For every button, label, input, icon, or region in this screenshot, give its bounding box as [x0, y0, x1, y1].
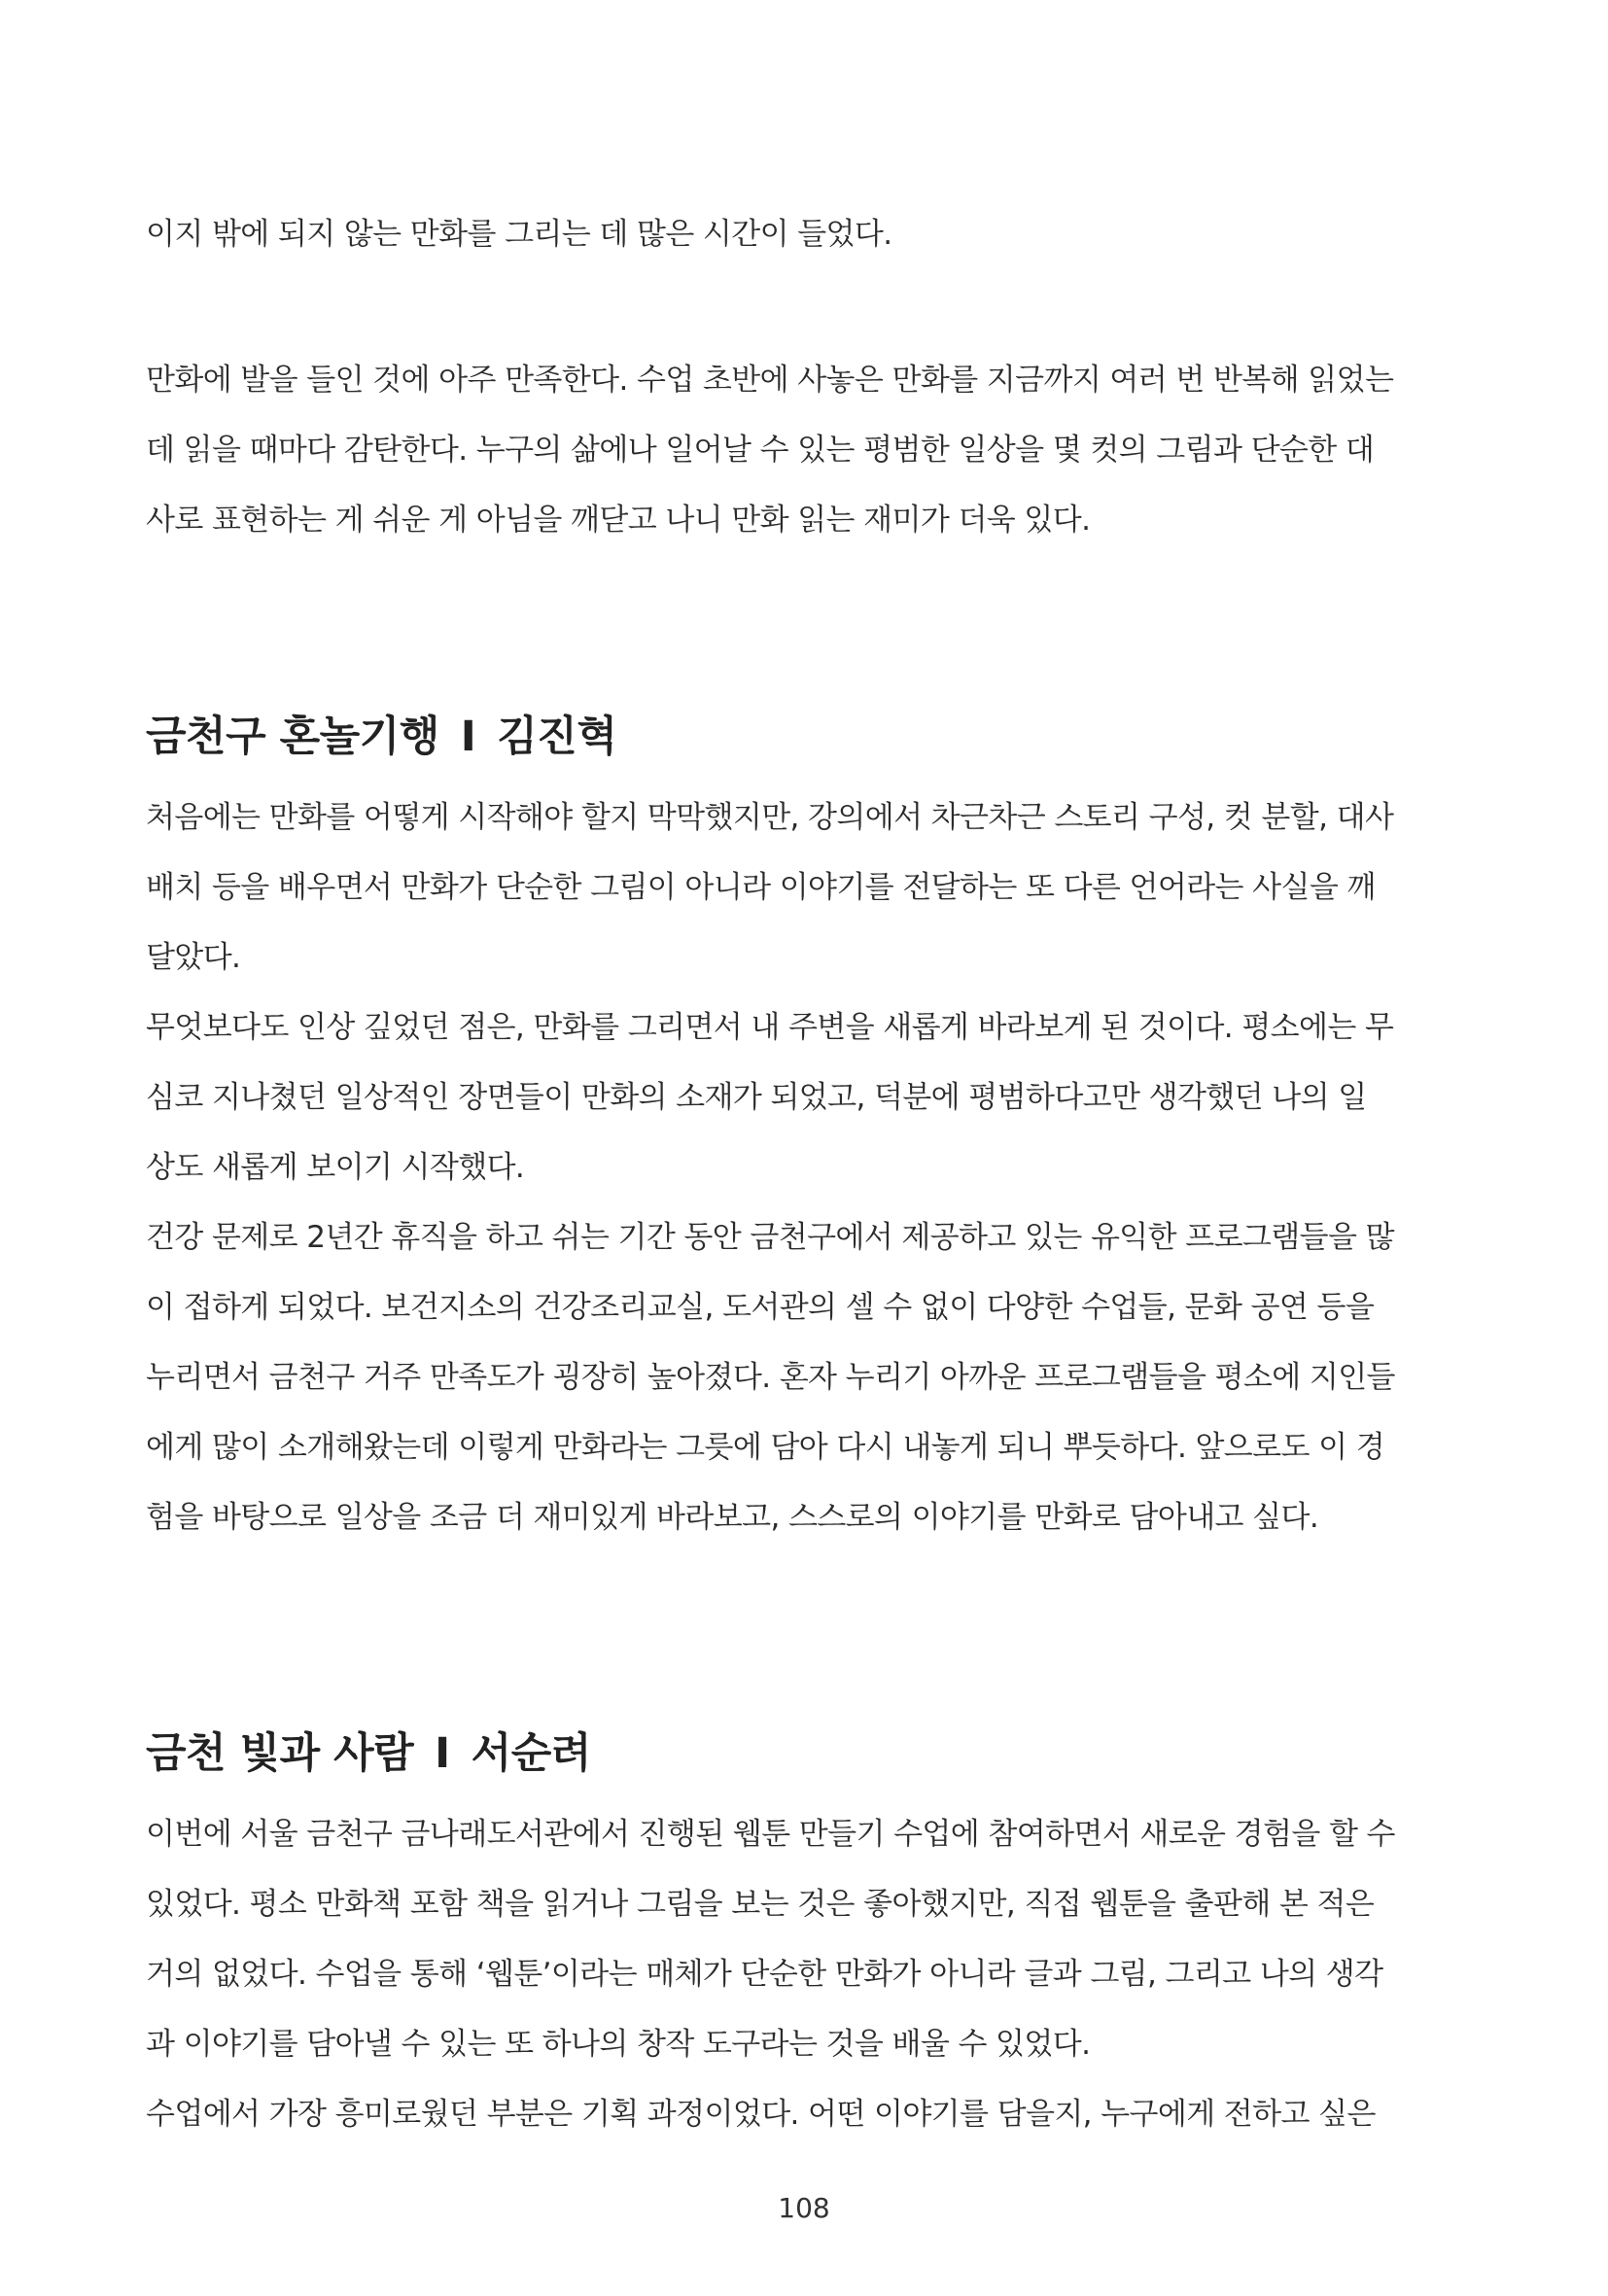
heading-separator: I [435, 1729, 450, 1778]
text-line: 이번에 서울 금천구 금나래도서관에서 진행된 웹툰 만들기 수업에 참여하면서 새로운 경험을 할 수 [146, 1817, 1395, 1852]
text-line: 상도 새롭게 보이기 시작했다. [146, 1150, 525, 1185]
section-author: 김진혁 [497, 713, 617, 761]
section-heading-1 [146, 710, 616, 764]
text-line: 만화에 발을 들인 것에 아주 만족한다. 수업 초반에 사놓은 만화를 지금까지 여러 번 반복해 읽었는 [146, 363, 1394, 398]
section-author: 서순려 [471, 1729, 591, 1778]
intro-paragraph-2 [146, 345, 1468, 555]
text-line: 에게 많이 소개해왔는데 이렇게 만화라는 그릇에 담아 다시 내놓게 되니 뿌듯하다. 앞으로도 이 경 [146, 1430, 1385, 1465]
text-line: 심코 지나쳤던 일상적인 장면들이 만화의 소재가 되었고, 덕분에 평범하다고만 생각했던 나의 일 [146, 1080, 1367, 1115]
section-title: 금천 빛과 사람 [146, 1729, 414, 1778]
section-title: 금천구 혼놀기행 [146, 713, 439, 761]
text-line: 있었다. 평소 만화책 포함 책을 읽거나 그림을 보는 것은 좋아했지만, 직접 웹툰을 출판해 본 적은 [146, 1887, 1375, 1922]
page-number: 108 [778, 2192, 830, 2224]
heading-separator: I [460, 713, 476, 761]
text-line: 누리면서 금천구 거주 만족도가 굉장히 높아졌다. 혼자 누리기 아까운 프로그램들을 평소에 지인들 [146, 1360, 1395, 1395]
text-line: 이 접하게 되었다. 보건지소의 건강조리교실, 도서관의 셀 수 없이 다양한 수업들, 문화 공연 등을 [146, 1290, 1375, 1325]
text-line: 수업에서 가장 흥미로웠던 부분은 기획 과정이었다. 어떤 이야기를 담을지, 누구에게 전하고 싶은 [146, 2097, 1376, 2132]
text-line: 사로 표현하는 게 쉬운 게 아님을 깨닫고 나니 만화 읽는 재미가 더욱 있다. [146, 503, 1091, 538]
intro-paragraph-1 [146, 199, 1468, 269]
text-line: 건강 문제로 2년간 휴직을 하고 쉬는 기간 동안 금천구에서 제공하고 있는 유익한 프로그램들을 많 [146, 1220, 1394, 1255]
text-line: 데 읽을 때마다 감탄한다. 누구의 삶에나 일어날 수 있는 평범한 일상을 몇 컷의 그림과 단순한 대 [146, 433, 1375, 468]
text-line: 이지 밖에 되지 않는 만화를 그리는 데 많은 시간이 들었다. [146, 217, 892, 252]
text-line: 처음에는 만화를 어떻게 시작해야 할지 막막했지만, 강의에서 차근차근 스토리 구성, 컷 분할, 대사 [146, 800, 1394, 835]
section-heading-2 [146, 1726, 591, 1781]
text-line: 무엇보다도 인상 깊었던 점은, 만화를 그리면서 내 주변을 새롭게 바라보게 된 것이다. 평소에는 무 [146, 1010, 1394, 1045]
text-line: 과 이야기를 담아낼 수 있는 또 하나의 창작 도구라는 것을 배울 수 있었다. [146, 2027, 1091, 2062]
text-line: 배치 등을 배우면서 만화가 단순한 그림이 아니라 이야기를 전달하는 또 다른 언어라는 사실을 깨 [146, 870, 1376, 905]
section-body-1 [146, 783, 1468, 1552]
text-line: 달았다. [146, 940, 241, 975]
text-line: 거의 없었다. 수업을 통해 ‘웹툰’이라는 매체가 단순한 만화가 아니라 글과 그림, 그리고 나의 생각 [146, 1957, 1383, 1992]
text-line: 험을 바탕으로 일상을 조금 더 재미있게 바라보고, 스스로의 이야기를 만화로 담아내고 싶다. [146, 1500, 1319, 1535]
section-body-2 [146, 1799, 1468, 2149]
